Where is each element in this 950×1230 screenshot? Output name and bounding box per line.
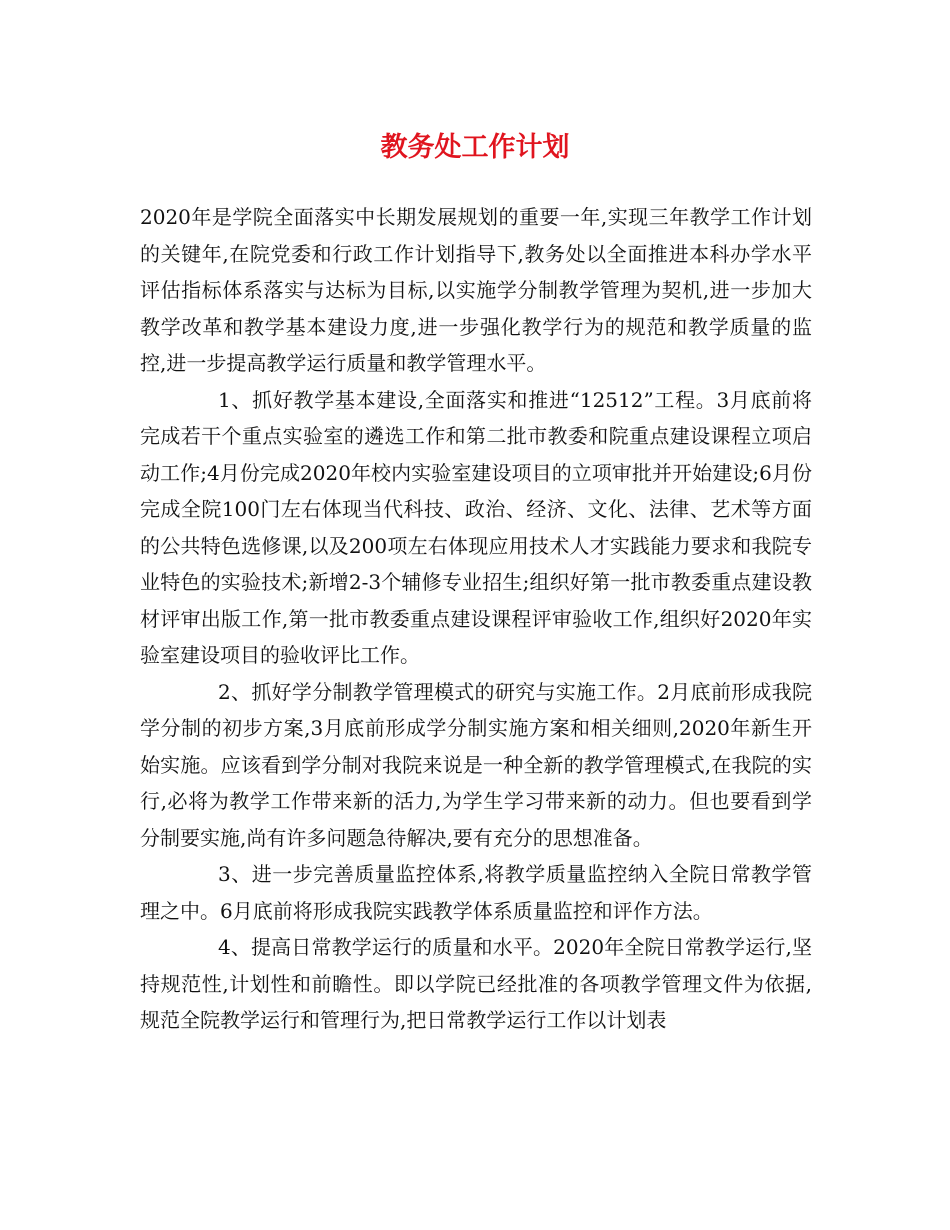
paragraph-item-2: 2、抓好学分制教学管理模式的研究与实施工作。2月底前形成我院学分制的初步方案,3月底前形成学分制实施方案和相关细则,2020年新生开始实施。应该看到学分制对我院来说是一种全新的教学管理模式,在我院的实行,必将为教学工作带来新的活力,为学生学习带来新的动力。但也要看到学分制要实施,尚有许多问题急待解决,要有充分的思想准备。 bbox=[140, 679, 812, 850]
paragraph-intro: 2020年是学院全面落实中长期发展规划的重要一年,实现三年教学工作计划的关键年,在院党委和行政工作计划指导下,教务处以全面推进本科办学水平评估指标体系落实与达标为目标,以实施学分制教学管理为契机,进一步加大教学改革和教学基本建设力度,进一步强化教学行为的规范和教学质量的监控,进一步提高教学运行质量和教学管理水平。 bbox=[140, 205, 812, 375]
paragraph-item-3: 3、进一步完善质量监控体系,将教学质量监控纳入全院日常教学管理之中。6月底前将形成我院实践教学体系质量监控和评作方法。 bbox=[140, 862, 812, 923]
document-title: 教务处工作计划 bbox=[380, 132, 570, 163]
document-body bbox=[140, 199, 812, 1039]
paragraph-item-4: 4、提高日常教学运行的质量和水平。2020年全院日常教学运行,坚持规范性,计划性和前瞻性。即以学院已经批准的各项教学管理文件为依据,规范全院教学运行和管理行为,把日常教学运行工作以计划表 bbox=[140, 935, 812, 1032]
paragraph-item-1: 1、抓好教学基本建设,全面落实和推进“12512”工程。3月底前将完成若干个重点实验室的遴选工作和第二批市教委和院重点建设课程立项启动工作;4月份完成2020年校内实验室建设项目的立项审批并开始建设;6月份完成全院100门左右体现当代科技、政治、经济、文化、法律、艺术等方面的公共特色选修课,以及200项左右体现应用技术人才实践能力要求和我院专业特色的实验技术;新增2-3个辅修专业招生;组织好第一批市教委重点建设教材评审出版工作,第一批市教委重点建设课程评审验收工作,组织好2020年实验室建设项目的验收评比工作。 bbox=[140, 387, 812, 667]
